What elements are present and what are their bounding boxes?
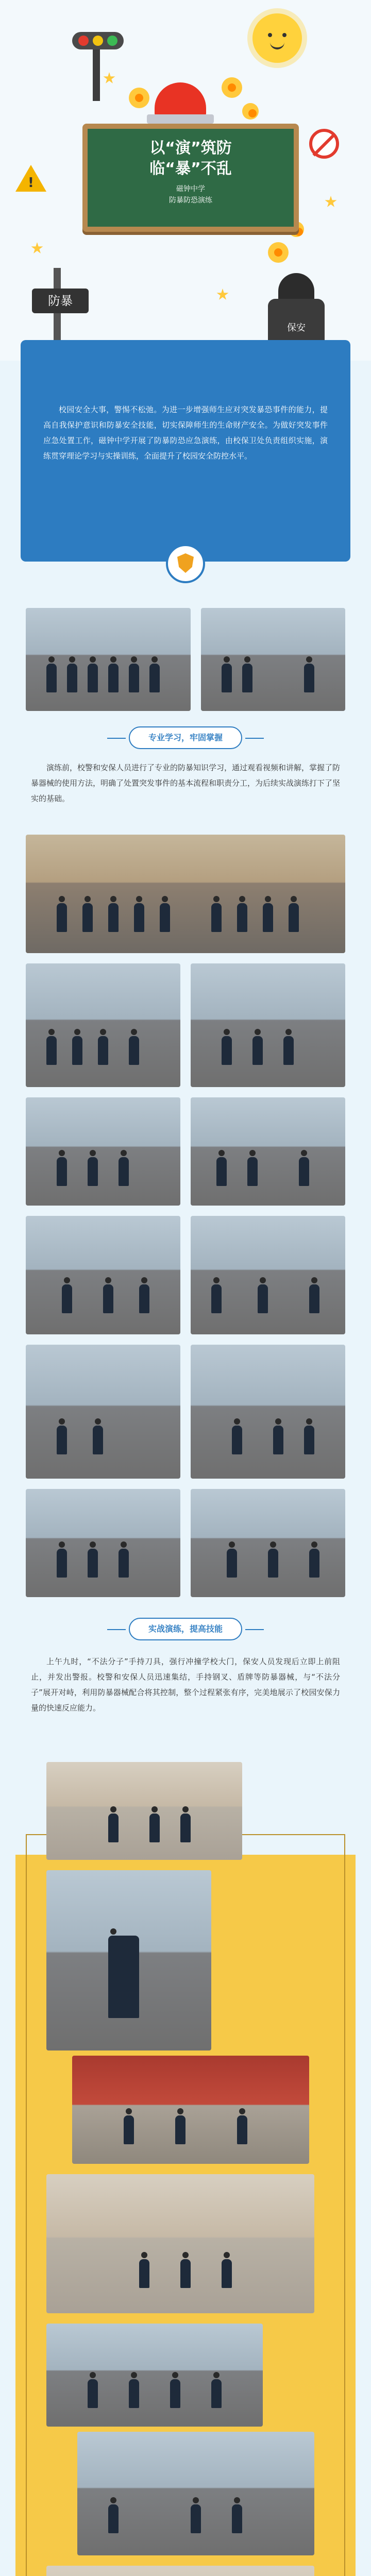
flower-icon bbox=[242, 103, 259, 120]
photo-group-drill bbox=[26, 835, 345, 953]
star-icon bbox=[325, 196, 337, 208]
photo-drill-1 bbox=[26, 963, 180, 1087]
photo-training-lecture bbox=[201, 608, 345, 711]
intro-box bbox=[21, 340, 350, 562]
photo-takedown-1 bbox=[46, 2324, 263, 2427]
anti-riot-sign: 防暴 bbox=[32, 289, 89, 313]
chalkboard bbox=[82, 124, 299, 232]
photo-takedown-2 bbox=[77, 2432, 314, 2555]
flower-icon bbox=[129, 88, 149, 108]
traffic-light-icon bbox=[72, 32, 124, 49]
star-icon bbox=[103, 72, 115, 84]
photo-drill-5 bbox=[26, 1216, 180, 1334]
shield-badge-icon bbox=[166, 544, 205, 583]
police-siren-icon bbox=[155, 82, 206, 116]
photo-takedown-3 bbox=[46, 2566, 314, 2576]
section-title-practice: 实战演练，提高技能 bbox=[129, 1618, 242, 1640]
photo-drill-2 bbox=[191, 963, 345, 1087]
title-line-1: 以“演”筑防 bbox=[149, 139, 232, 157]
photo-drill-9 bbox=[26, 1489, 180, 1597]
photo-entrance-drill bbox=[46, 2174, 314, 2313]
star-icon bbox=[216, 289, 229, 301]
traffic-pole bbox=[93, 49, 100, 101]
photo-drill-7 bbox=[26, 1345, 180, 1479]
photo-drill-6 bbox=[191, 1216, 345, 1334]
subtitle-line-2: 防暴防恐演练 bbox=[169, 196, 212, 205]
photo-training-lineup bbox=[26, 608, 191, 711]
siren-base bbox=[147, 114, 214, 124]
photo-drill-8 bbox=[191, 1345, 345, 1479]
flower-icon bbox=[268, 242, 289, 263]
prohibited-icon bbox=[309, 129, 339, 159]
vest-label: 保安 bbox=[287, 323, 306, 333]
photo-guard-closeup bbox=[46, 1870, 211, 2050]
section-study-text: 演练前，校警和安保人员进行了专业的防暴知识学习，通过观看视频和讲解，掌握了防暴器械的使用方法，明确了处置突发事件的基本流程和职责分工，为后续实战演练打下了坚实的基础。 bbox=[31, 763, 341, 803]
photo-drill-3 bbox=[26, 1097, 180, 1206]
photo-drill-4 bbox=[191, 1097, 345, 1206]
star-icon bbox=[31, 242, 43, 255]
smiling-sun-icon bbox=[252, 13, 302, 63]
flower-icon bbox=[222, 77, 242, 98]
photo-gate-barrier bbox=[72, 2056, 309, 2164]
photo-gate-confront bbox=[46, 1762, 242, 1860]
photo-drill-10 bbox=[191, 1489, 345, 1597]
intro-text: 校园安全大事，警惕不松弛。为进一步增强师生应对突发暴恐事件的能力，提高自我保护意识和防暴安全技能，切实保障师生的生命财产安全。为做好突发事件应急处置工作，磁钟中学开展了防暴防恐应急演练，由校保卫处负责组织实施，演练贯穿理论学习与实操训练，全面提升了校园安全防控水平。 bbox=[43, 405, 328, 461]
title-line-2: 临“暴”不乱 bbox=[149, 160, 232, 178]
exclamation-icon: ! bbox=[28, 175, 34, 191]
section-practice-text-a: 上午九时，“不法分子”手持刀具，强行冲撞学校大门，保安人员发现后立即上前阻止，并发出警报。校警和安保人员迅速集结，手持钢叉、盾牌等防暴器械，与“不法分子”展开对峙，利用防暴器械配合将其控制，整个过程紧张有序，完美地展示了校园安保力量的快速反应能力。 bbox=[31, 1657, 340, 1713]
subtitle-line-1: 磁钟中学 bbox=[176, 185, 205, 193]
section-title-study: 专业学习，牢固掌握 bbox=[129, 726, 242, 749]
header-illustration bbox=[0, 0, 371, 361]
